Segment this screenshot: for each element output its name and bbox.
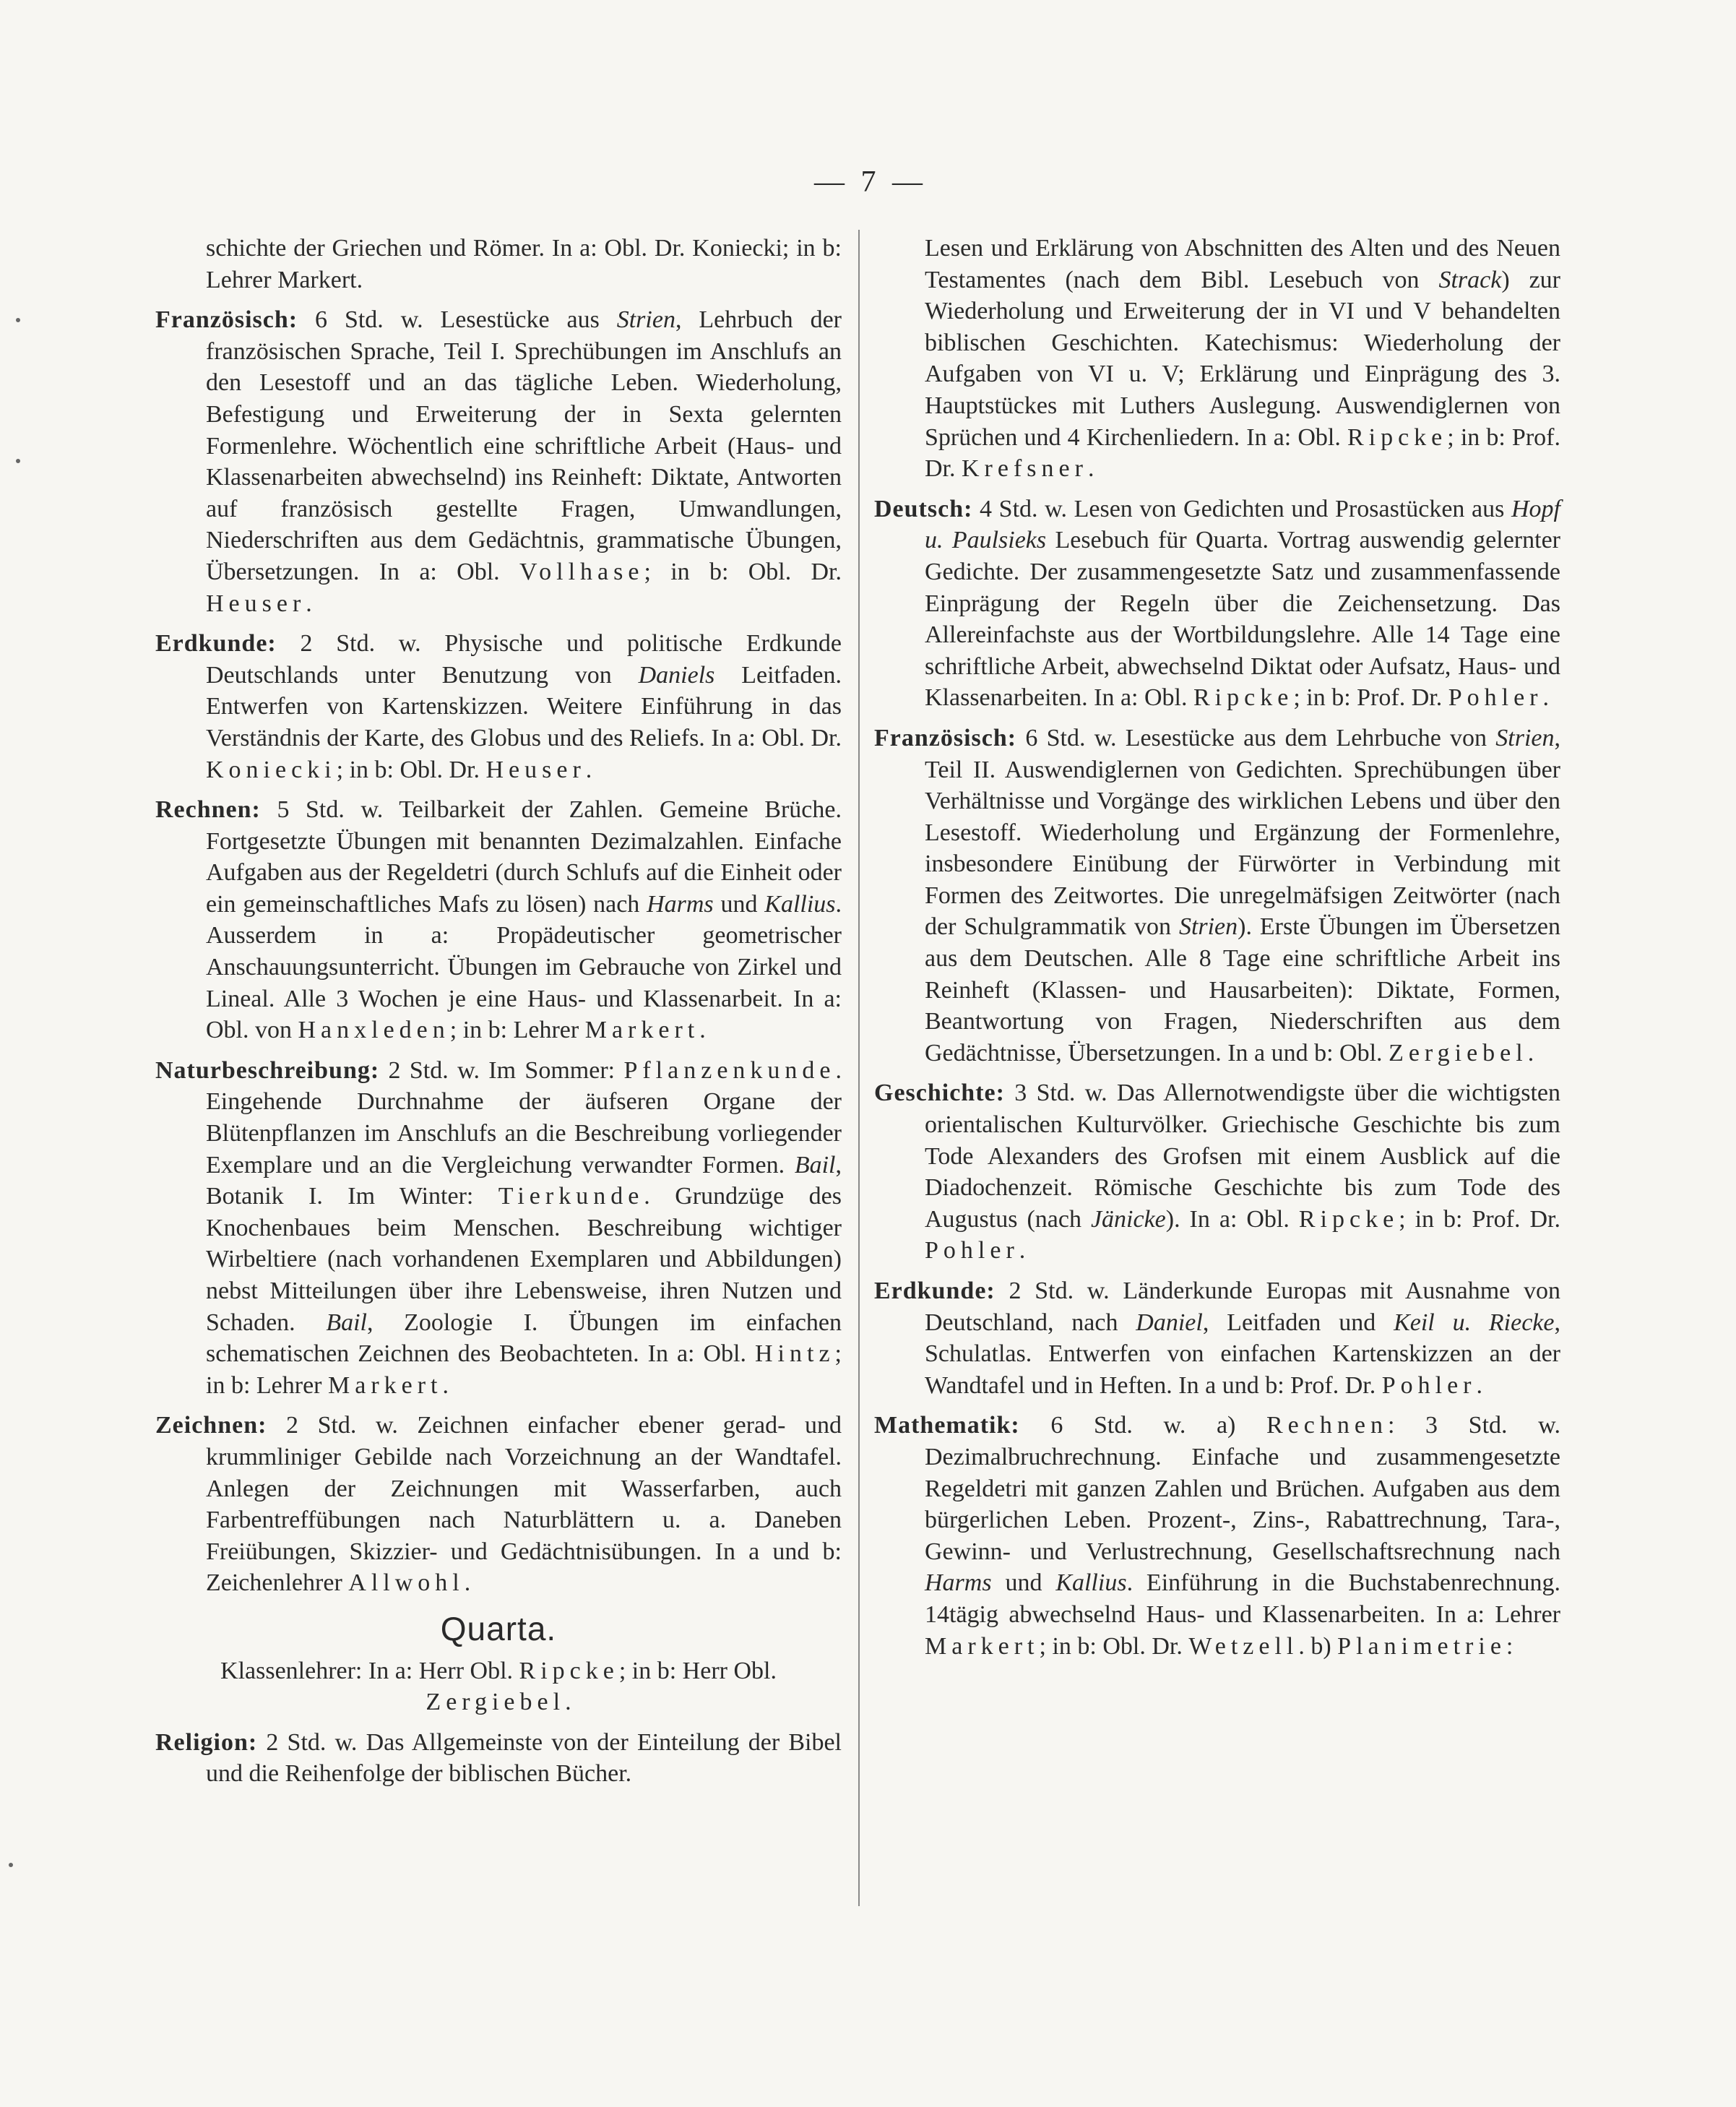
subject-heading: Deutsch: [874, 495, 973, 522]
paragraph-erdkunde: Erdkunde: 2 Std. w. Physische und politische Erdkunde Deutschlands unter Benutzung von Daniels Leitfaden. Entwerfen von Kartenskizzen. Weitere Einführung in das Verständnis der Karte, des Globus und des Reliefs. In a: Obl. Dr. Koniecki; in b: Obl. Dr. Heuser. [155, 630, 842, 783]
subject-heading: Geschichte: [874, 1080, 1005, 1107]
paragraph-mathematik: Mathematik: 6 Std. w. a) Rechnen: 3 Std. w. Dezimalbruchrechnung. Einfache und zusammengesetzte Regeldetri mit ganzen Zahlen und Brüchen. Aufgaben aus dem bürgerlichen Leben. Prozent-, Zins-, Rabattrechnung, Tara-, Gewinn- und Verlustrechnung, Gesellschaftsrechnung nach Harms und Kallius. Einführung in die Buchstabenrechnung. 14tägig abwechselnd Haus- und Klassenarbeiten. In a: Lehrer Markert; in b: Obl. Dr. Wetzell. b) Planimetrie: [874, 1412, 1560, 1660]
scan-speck [16, 459, 20, 463]
subject-heading: Religion: [155, 1728, 258, 1756]
paragraph-klassenlehrer: Klassenlehrer: In a: Herr Obl. Ripcke; in b: Herr Obl. Zergiebel. [220, 1657, 777, 1716]
subject-heading: Erdkunde: [874, 1277, 996, 1304]
section-heading-quarta: Quarta. [440, 1609, 557, 1647]
paragraph-religion-continued: Lesen und Erklärung von Abschnitten des Alten und des Neuen Testamentes (nach dem Bibl. Lesebuch von Strack) zur Wiederholung und Erweiterung der in VI und V behandelten biblischen Geschichten. Katechismus: Wiederholung der Aufgaben von VI u. V; Erklärung und Einprägung des 3. Hauptstückes mit Luthers Auslegung. Auswendiglernen von Sprüchen und 4 Kirchenliedern. In a: Obl. Ripcke; in b: Prof. Dr. Krefsner. [925, 235, 1560, 483]
left-column [155, 233, 842, 1798]
paragraph-erdkunde: Erdkunde: 2 Std. w. Länderkunde Europas mit Ausnahme von Deutschland, nach Daniel, Leitfaden und Keil u. Riecke, Schulatlas. Entwerfen von einfachen Kartenskizzen an der Wandtafel und in Heften. In a und b: Prof. Dr. Pohler. [874, 1277, 1560, 1399]
scan-speck [9, 1863, 13, 1867]
paragraph-geschichte-continued: schichte der Griechen und Römer. In a: Obl. Dr. Koniecki; in b: Lehrer Markert. [206, 235, 842, 293]
paragraph-franzoesisch: Französisch: 6 Std. w. Lesestücke aus dem Lehrbuche von Strien, Teil II. Auswendiglernen von Gedichten. Sprechübungen über Verhältnisse und Vorgänge des wirklichen Lebens und über den Lesestoff. Wiederholung und Ergänzung der Formenlehre, insbesondere Einübung der Fürwörter in Verbindung mit Formen des Zeitwortes. Die unregelmäfsigen Zeitwörter (nach der Schulgrammatik von Strien). Erste Übungen im Übersetzen aus dem Deutschen. Alle 8 Tage eine schriftliche Arbeit ins Reinheft (Klassen- und Hausarbeiten): Diktate, Formen, Beantwortung von Fragen, Niederschriften aus dem Gedächtnisse, Übersetzungen. In a und b: Obl. Zergiebel. [874, 724, 1560, 1067]
right-column [874, 233, 1560, 1671]
scan-speck [16, 318, 20, 322]
paragraph-religion: Religion: 2 Std. w. Das Allgemeinste von der Einteilung der Bibel und die Reihenfolge der biblischen Bücher. [155, 1728, 842, 1788]
paragraph-deutsch: Deutsch: 4 Std. w. Lesen von Gedichten und Prosastücken aus Hopf u. Paulsieks Lesebuch für Quarta. Vortrag auswendig gelernter Gedichte. Der zusammengesetzte Satz und zusammenfassende Einprägung der Regeln über die Zeichensetzung. Das Allereinfachste aus der Wortbildungslehre. Alle 14 Tage eine schriftliche Arbeit, abwechselnd Diktat oder Aufsatz, Haus- und Klassenarbeiten. In a: Obl. Ripcke; in b: Prof. Dr. Pohler. [874, 495, 1560, 712]
subject-heading: Französisch: [874, 724, 1017, 751]
subject-heading: Naturbeschreibung: [155, 1056, 380, 1084]
paragraph-rechnen: Rechnen: 5 Std. w. Teilbarkeit der Zahlen. Gemeine Brüche. Fortgesetzte Übungen mit benannten Dezimalzahlen. Einfache Aufgaben aus der Regeldetri (durch Schlufs auf die Einheit oder ein gemeinschaftliches Mafs zu lösen) nach Harms und Kallius. Ausserdem in a: Propädeutischer geometrischer Anschauungsunterricht. Übungen im Gebrauche von Zirkel und Lineal. Alle 3 Wochen je eine Haus- und Klassenarbeit. In a: Obl. von Hanxleden; in b: Lehrer Markert. [155, 796, 842, 1044]
column-divider [858, 230, 860, 1906]
subject-heading: Erdkunde: [155, 630, 277, 658]
paragraph-naturbeschreibung: Naturbeschreibung: 2 Std. w. Im Sommer: Pflanzenkunde. Eingehende Durchnahme der äufseren Organe der Blütenpflanzen im Anschlufs an die Beschreibung vorliegender Exemplare und an die Vergleichung verwandter Formen. Bail, Botanik I. Im Winter: Tierkunde. Grundzüge des Knochenbaues beim Menschen. Beschreibung wichtiger Wirbeltiere (nach vorhandenen Exemplaren und Abbildungen) nebst Mitteilungen über ihre Lebensweise, ihren Nutzen und Schaden. Bail, Zoologie I. Übungen im einfachen schematischen Zeichnen des Beobachteten. In a: Obl. Hintz; in b: Lehrer Markert. [155, 1056, 842, 1399]
paragraph-franzoesisch: Französisch: 6 Std. w. Lesestücke aus Strien, Lehrbuch der französischen Sprache, Teil I. Sprechübungen im Anschlufs an den Lesestoff und an das tägliche Leben. Wiederholung, Befestigung und Erweiterung der in Sexta gelernten Formenlehre. Wöchentlich eine schriftliche Arbeit (Haus- und Klassenarbeiten abwechselnd) ins Reinheft: Diktate, Antworten auf französisch gestellte Fragen, Umwandlungen, Niederschriften aus dem Gedächtnis, grammatische Übungen, Übersetzungen. In a: Obl. Vollhase; in b: Obl. Dr. Heuser. [155, 306, 842, 617]
paragraph-geschichte: Geschichte: 3 Std. w. Das Allernotwendigste über die wichtigsten orientalischen Kulturvölker. Griechische Geschichte bis zum Tode Alexanders des Grofsen mit einem Ausblick auf die Diadochenzeit. Römische Geschichte bis zum Tode des Augustus (nach Jänicke). In a: Obl. Ripcke; in b: Prof. Dr. Pohler. [874, 1080, 1560, 1264]
page-number: — 7 — [814, 165, 927, 199]
subject-heading: Rechnen: [155, 796, 261, 824]
paragraph-zeichnen: Zeichnen: 2 Std. w. Zeichnen einfacher ebener gerad- und krummliniger Gebilde nach Vorzeichnung an der Wandtafel. Anlegen der Zeichnungen mit Wasserfarben, auch Farbentreffübungen nach Naturblättern u. a. Daneben Freiübungen, Skizzier- und Gedächtnisübungen. In a und b: Zeichenlehrer Allwohl. [155, 1412, 842, 1597]
subject-heading: Französisch: [155, 306, 298, 334]
subject-heading: Mathematik: [874, 1412, 1020, 1439]
subject-heading: Zeichnen: [155, 1412, 267, 1439]
